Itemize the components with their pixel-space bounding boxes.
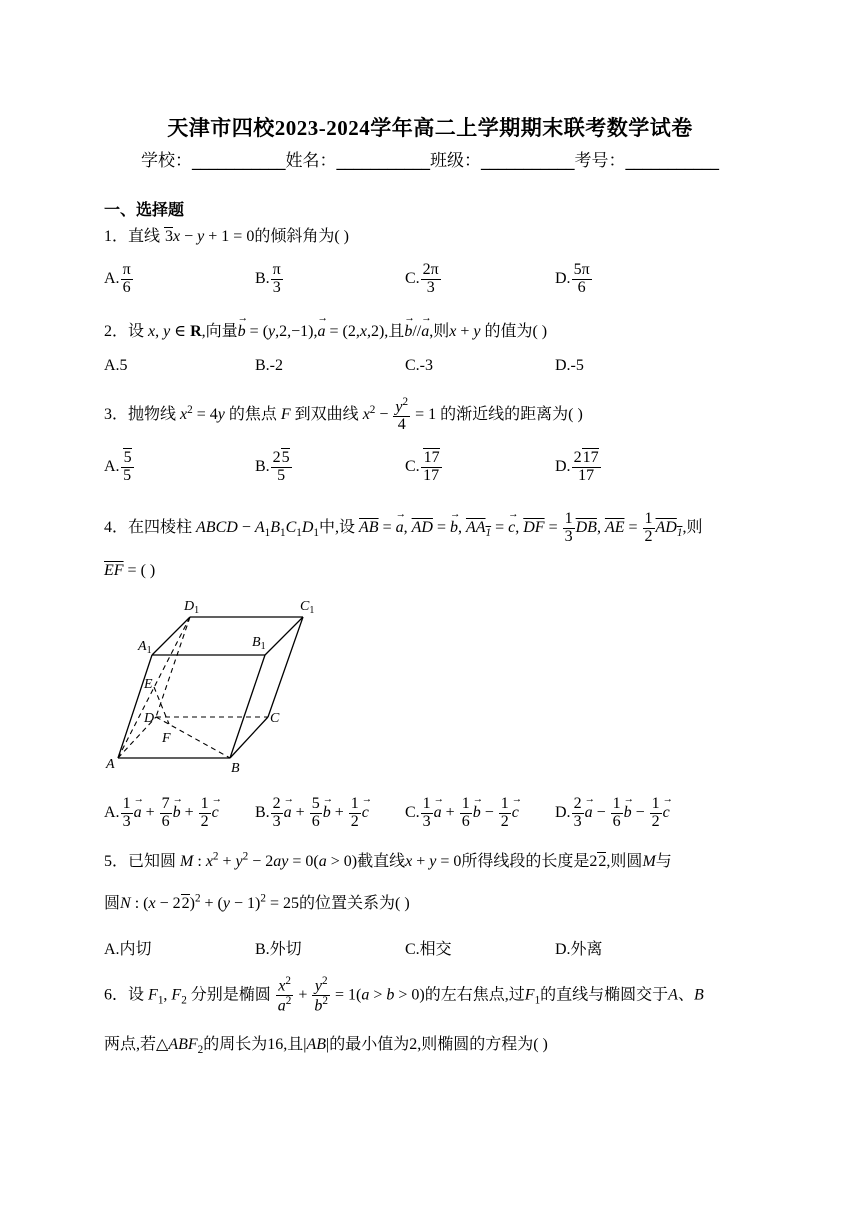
q4-option-b: B. $\frac{2}{3}$ → a + $\frac{5}{6}$ → b + $\frac{1}{2}$ → c [255, 796, 369, 831]
q1-option-c: C. $\frac{2\pi}{3}$ [405, 261, 439, 296]
q5-option-b: B.外切 [255, 941, 302, 958]
q3-option-d: D. $\frac{217}{17}$ [555, 449, 599, 484]
question-5-line2: 圆N : $(x - 22)^2 + (y - 1)^2 = 25$的位置关系为( ) [104, 892, 410, 912]
q2-option-b: B.-2 [255, 357, 283, 374]
edge-d1a1 [152, 617, 190, 655]
q5-option-a: A.内切 [104, 941, 152, 958]
label-c: C [270, 711, 280, 726]
question-6: 6．设 $F_1$, $F_2$ 分别是椭圆 $\frac{x^2}{a^2}$ + $\frac{y^2}{b^2}$ = 1(a > b > 0)的左右焦点,过$F_1$的直线与椭圆交于A、B [104, 975, 704, 1015]
q4-option-c: C. $\frac{1}{3}$ → a + $\frac{1}{6}$ → b − $\frac{1}{2}$ → c [405, 796, 519, 831]
label-a: A [106, 757, 115, 772]
edge-c1b1 [265, 617, 303, 655]
q3-option-b: B. $\frac{25}{5}$ [255, 449, 290, 484]
label-e: E [144, 677, 153, 692]
question-3: 3．抛物线 $x^2 = 4y$ 的焦点 F 到双曲线 $x^2$ − $\frac{y^2}{4}$ = 1 的渐近线的距离为( ) [104, 396, 583, 434]
q1-formula: 3x − y + 1 = 0 [165, 228, 255, 245]
edge-c1c [268, 617, 303, 717]
question-2: 2．设 x, y ∈ R,向量→ b = (y,2,−1),→ a = (2,x,2),且→ b//→ a,则x + y 的值为( ) [104, 318, 547, 341]
question-5: 5．已知圆 M : $x^2 + y^2 - 2ay = 0(a > 0)$截直线x + y = 0所得线段的长度是22,则圆M与 [104, 850, 672, 870]
question-1: 1．直线 3x − y + 1 = 0的倾斜角为( ) [104, 228, 349, 245]
page-title: 天津市四校2023-2024学年高二上学期期末联考数学试卷 [167, 116, 693, 140]
question-4-line2: $\overline{EF}$ = ( ) [104, 562, 156, 579]
question-6-line2: 两点,若$\triangle ABF_2$的周长为16,且|AB|的最小值为2,则椭圆的方程为( ) [104, 1036, 548, 1057]
question-4: 4．在四棱柱 ABCD − $A_1B_1C_1D_1$中,设 $\overline{AB}$ = → a, $\overline{AD}$ = → b, $AA_1$ = → c, $\overline{DF}$ = $\frac{1}{3}$ $\overline{DB}$, $\overline{AE}$ = $\frac{1}{2}$ $AD_1$,则 [104, 511, 702, 546]
label-c1: $C_1$ [300, 599, 315, 616]
student-info-line: 学校：___________姓名：___________班级：___________考号：___________ [141, 151, 719, 171]
label-f: F [162, 731, 171, 746]
q2-option-d: D.-5 [555, 357, 584, 374]
q1-option-d: D. $\frac{5\pi}{6}$ [555, 261, 590, 296]
prism-figure [100, 590, 340, 780]
q5-option-c: C.相交 [405, 941, 452, 958]
edge-b1b [230, 655, 265, 758]
label-d1: $D_1$ [184, 599, 200, 616]
q5-option-d: D.外离 [555, 941, 603, 958]
edge-a1a [118, 655, 155, 758]
label-d: D [144, 711, 155, 726]
label-b1: $B_1$ [252, 635, 266, 652]
q1-option-a: A. $\frac{\pi}{6}$ [104, 261, 131, 296]
q2-option-c: C.-3 [405, 357, 433, 374]
label-a1: $A_1$ [138, 639, 152, 656]
q3-option-a: A. $\frac{5}{5}$ [104, 449, 132, 484]
q2-option-a: A.5 [104, 357, 128, 374]
segment-ef [154, 687, 169, 724]
q3-option-c: C. $\frac{17}{17}$ [405, 449, 440, 484]
q4-option-d: D. $\frac{2}{3}$ → a − $\frac{1}{6}$ → b − $\frac{1}{2}$ → c [555, 796, 670, 831]
q4-option-a: A. $\frac{1}{3}$ → a + $\frac{7}{6}$ → b + $\frac{1}{2}$ → c [104, 796, 219, 831]
section-heading: 一、选择题 [104, 200, 185, 219]
edge-d1d [156, 617, 190, 717]
label-b: B [231, 761, 240, 776]
edge-bc [230, 717, 268, 758]
q1-option-b: B. $\frac{\pi}{3}$ [255, 261, 281, 296]
